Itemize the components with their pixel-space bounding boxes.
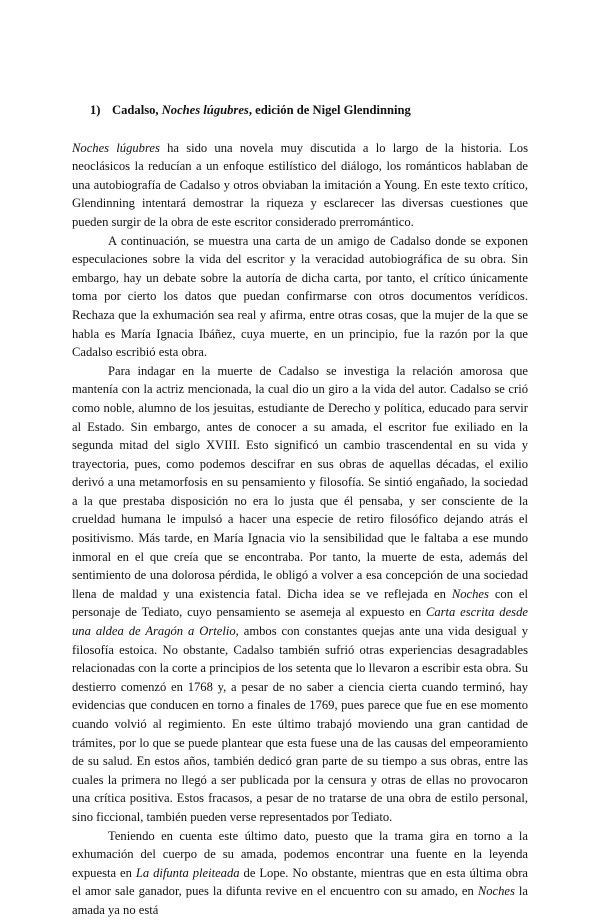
body-paragraph — [72, 827, 528, 920]
paragraph-text: de Lope. No obstante, mientras que en esta última obra el amor sale ganador, pues la difunta revive en el encuentro con su amado, en — [72, 865, 528, 899]
paragraph-text: la amada ya no está — [72, 884, 528, 917]
italic-title-text: Noches — [451, 586, 489, 601]
paragraph-text: ha sido una novela muy discutida a lo largo de la historia. Los neoclásicos la reducían a un enfoque estilístico del diálogo, los románticos hablaban de una autobiografía de Cadalso y otros obviaban la imitación a Young. En este texto crítico, Glendinning intentará demostrar la riqueza y esclarecer las diversas cuestiones que pueden surgir de la obra de este escritor considerado prerromántico. — [72, 140, 528, 229]
section-heading — [90, 101, 528, 120]
body-paragraph — [72, 139, 528, 232]
heading-text-start: Cadalso, — [112, 103, 162, 117]
paragraph-text: Para indagar en la muerte de Cadalso se investiga la relación amorosa que mantenía con la actriz mencionada, la cual dio un giro a la vida del autor. Cadalso se crió como noble, alumno de los jesuitas, estudiante de Derecho y política, educado para servir al Estado. Sin embargo, antes de conocer a su amada, el escritor fue exiliado en la segunda mitad del siglo XVIII. Esto significó un cambio trascendental en su vida y trayectoria, pues, como podemos descifrar en sus obras de aquellas décadas, el exilio derivó a una metamorfosis en su pensamiento y filosofía. Se sintió engañado, la sociedad a la que prestaba disposición no era lo justa que él pensaba, y ser consciente de la crueldad humana le impulsó a hacer una especie de retiro filosófico dejando atrás el positivismo. Más tarde, en María Ignacia vio la sensibilidad que le faltaba a ese mundo inmoral en el que creía que se encontraba. Por tanto, la muerte de esta, además del sentimiento de una dolorosa pérdida, le obligó a volver a esa concepción de una sociedad llena de maldad y una existencia fatal. Dicha idea se ve reflejada en — [72, 363, 528, 601]
paragraph-text: A continuación, se muestra una carta de un amigo de Cadalso donde se exponen especulaciones sobre la vida del escritor y la veracidad autobiográfica de su obra. Sin embargo, hay un debate sobre la autoría de dicha carta, por tanto, el crítico únicamente toma por cierto los datos que puedan confirmarse con otros documentos verídicos. Rechaza que la exhumación sea real y afirma, entre otras cosas, que la mujer de la que se habla es María Ignacia Ibáñez, cuya muerte, en un principio, fue la razón por la que Cadalso escribió esta obra. — [72, 233, 528, 360]
body-paragraph — [72, 232, 528, 362]
paragraph-text: con el personaje de Tediato, cuyo pensamiento se asemeja al expuesto en — [72, 586, 528, 620]
italic-title-text: La difunta pleiteada — [135, 865, 240, 880]
section-number: 1) — [90, 103, 101, 117]
heading-text-end: , edición de Nigel Glendinning — [248, 103, 411, 117]
paragraphs — [72, 139, 528, 920]
paragraph-text: Teniendo en cuenta este último dato, puesto que la trama gira en torno a la exhumación del cuerpo de su amada, podemos encontrar una fuente en la leyenda expuesta en — [72, 828, 528, 880]
italic-title-text: Noches lúgubres — [72, 140, 160, 155]
heading-title-italic: Noches lúgubres — [161, 103, 249, 117]
italic-title-text: Carta escrita desde una aldea de Aragón a Ortelio, — [72, 605, 528, 639]
paragraph-text: ambos con constantes quejas ante una vida desigual y filosofía estoica. No obstante, Cadalso también sufrió otras experiencias desagradables relacionadas con la corte a principios de los setenta que lo llevaron a escribir esta obra. Su destierro comenzó en 1768 y, a pesar de no saber a ciencia cierta cuando terminó, hay evidencias que conducen en torno a finales de 1769, pues parece que fue en ese momento cuando volvió al regimiento. En este último trabajó moviendo una gran cantidad de trámites, por lo que se puede plantear que esta fuese una de las causas del empeoramiento de su salud. En estos años, también dedicó gran parte de su tiempo a sus obras, entre las cuales la primera no llegó a ser publicada por la censura y otras de ellas no provocaron una crítica positiva. Estos fracasos, a pesar de no tratarse de una obra de estilo personal, sino ficcional, también pueden verse representados por Tediato. — [72, 624, 528, 824]
italic-title-text: Noches — [477, 884, 515, 899]
document-body — [72, 101, 528, 920]
body-paragraph — [72, 362, 528, 827]
